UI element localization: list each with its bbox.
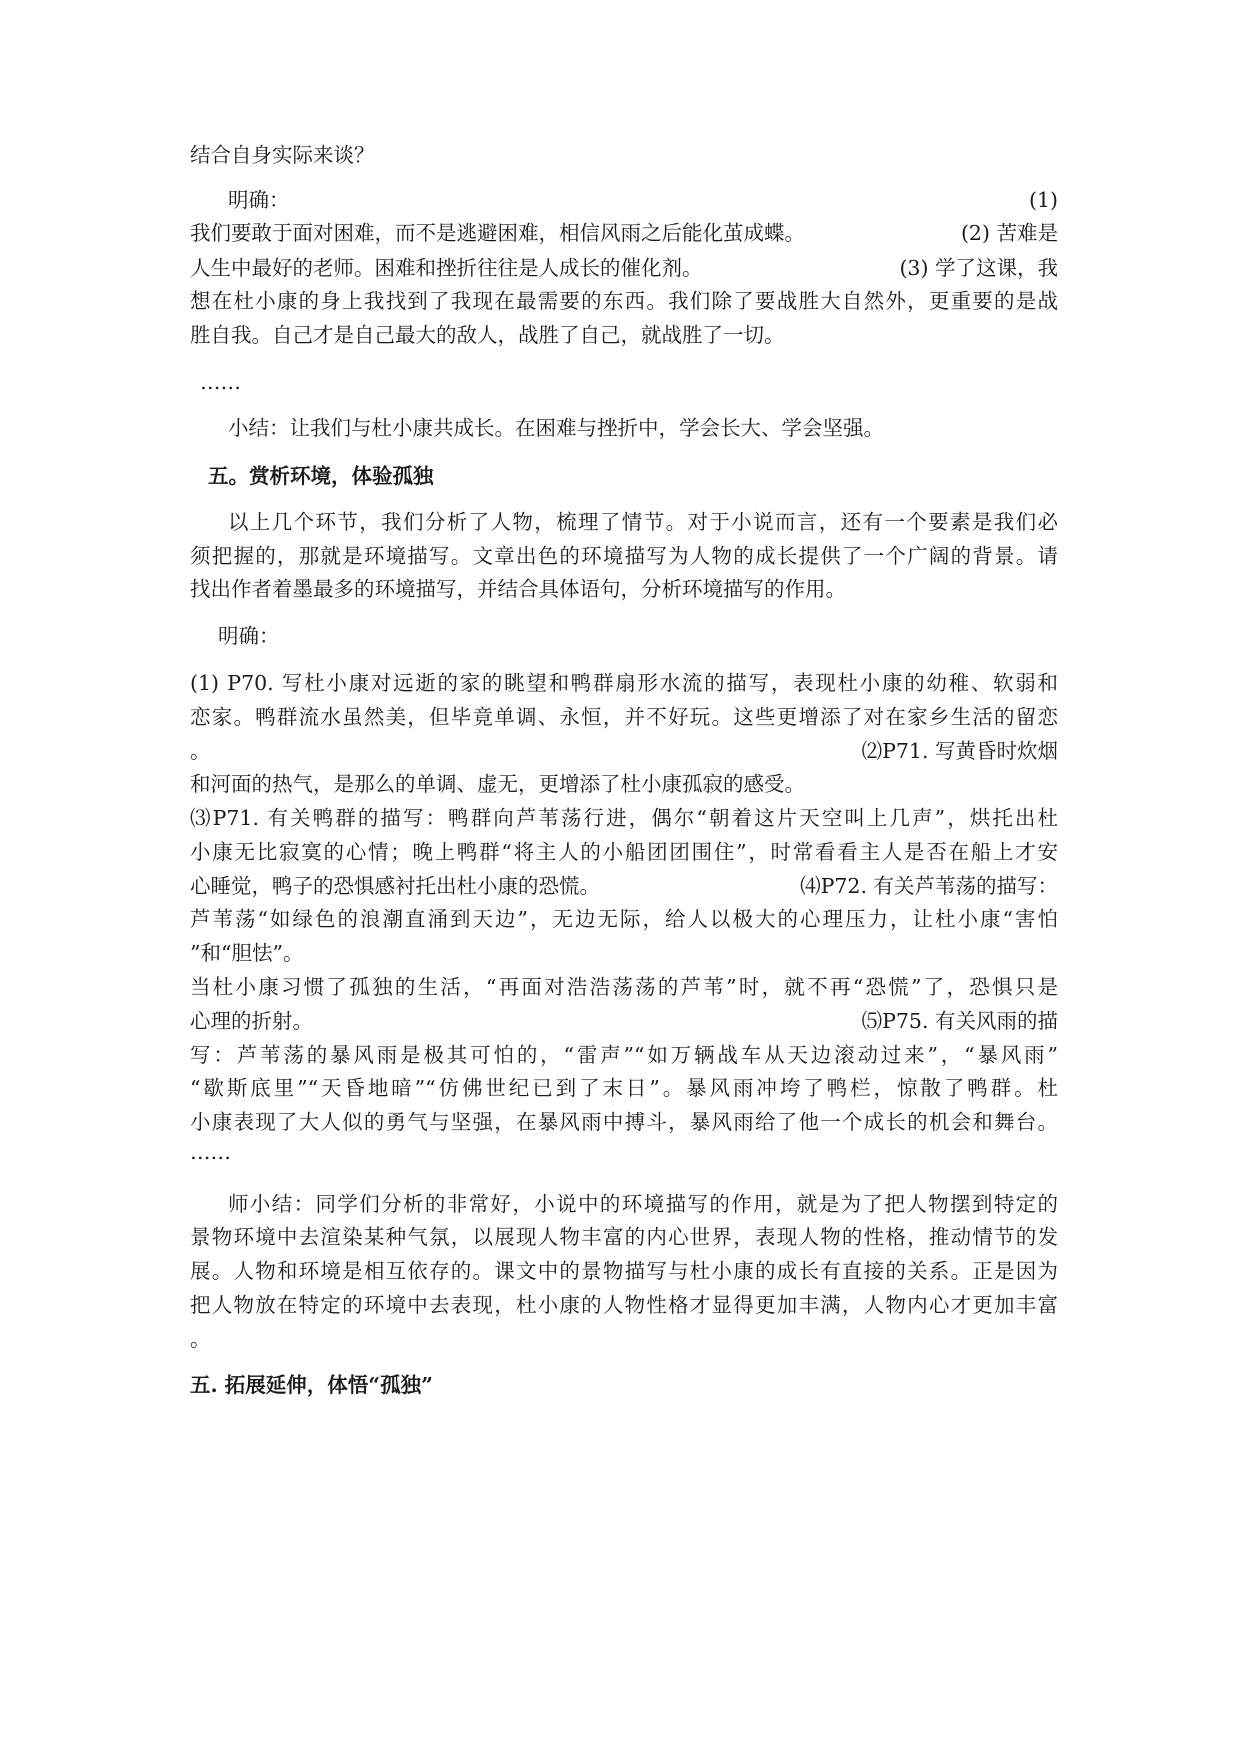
- intro-line: 以上几个环节，我们分析了人物，梳理了情节。对于小说而言，还有一个要素是我们必: [228, 510, 1058, 534]
- analysis-line: 和河面的热气，是那么的单调、虚无，更增添了杜小康孤寂的感受。: [190, 772, 805, 796]
- analysis-period: 。: [190, 739, 211, 763]
- answer-1-line: [190, 258, 1058, 279]
- summary-1: 小结：让我们与杜小康共成长。在困难与挫折中，学会长大、学会坚强。: [228, 416, 884, 440]
- analysis-line: [190, 876, 1058, 897]
- answer-1-point-2-start: (2) 苦难是: [960, 221, 1058, 245]
- answer-1-point-1-marker: (1): [1028, 188, 1058, 212]
- analysis-line: 芦苇荡“如绿色的浪潮直涌到天边”，无边无际，给人以极大的心理压力，让杜小康“害怕: [190, 907, 1058, 931]
- answer-1-point-2: 人生中最好的老师。困难和挫折往往是人成长的催化剂。: [190, 256, 703, 280]
- analysis-line: [190, 741, 1058, 762]
- answer-1-line: [190, 223, 1058, 244]
- analysis-line: 恋家。鸭群流水虽然美，但毕竟单调、永恒，并不好玩。这些更增添了对在家乡生活的留恋: [190, 705, 1058, 729]
- analysis-line: [190, 1011, 1058, 1032]
- teacher-summary-line: 把人物放在特定的环境中去表现，杜小康的人物性格才显得更加丰满，人物内心才更加丰富: [190, 1293, 1058, 1317]
- answer-1-line: 胜自我。自己才是自己最大的敌人，战胜了自己，就战胜了一切。: [190, 323, 785, 347]
- analysis-line: 小康无比寂寞的心情；晚上鸭群“将主人的小船团团围住”，时常看看主人是否在船上才安: [190, 840, 1058, 864]
- analysis-point-2-start: ⑵P71. 写黄昏时炊烟: [861, 739, 1058, 763]
- answer-1-point-3-start: (3) 学了这课，我: [899, 256, 1058, 280]
- teacher-summary-line: 。: [190, 1327, 211, 1351]
- analysis-line: 小康表现了大人似的勇气与坚强，在暴风雨中搏斗，暴风雨给了他一个成长的机会和舞台。: [190, 1110, 1058, 1134]
- analysis-point-4-start: ⑷P72. 有关芦苇荡的描写：: [800, 874, 1058, 898]
- analysis-line: (1) P70. 写杜小康对远逝的家的眺望和鸭群扇形水流的描写，表现杜小康的幼稚、软弱和: [190, 671, 1058, 695]
- section-heading-5: 五。赏析环境，体验孤独: [208, 464, 434, 488]
- teacher-summary-line: 景物环境中去渲染某种气氛，以展现人物丰富的内心世界，表现人物的性格，推动情节的发: [190, 1225, 1058, 1249]
- analysis-line: ⑶P71. 有关鸭群的描写：鸭群向芦苇荡行进，偶尔“朝着这片天空叫上几声”，烘托出杜: [190, 806, 1058, 830]
- answer-1-label: 明确：: [228, 188, 290, 212]
- analysis-point-4-end: 心理的折射。: [190, 1009, 313, 1033]
- analysis-line: 当杜小康习惯了孤独的生活，“再面对浩浩荡荡的芦苇”时，就不再“恐慌”了，恐惧只是: [190, 975, 1058, 999]
- analysis-point-5-start: ⑸P75. 有关风雨的描: [861, 1009, 1058, 1033]
- teacher-summary-line: 师小结：同学们分析的非常好，小说中的环境描写的作用，就是为了把人物摆到特定的: [228, 1192, 1058, 1216]
- analysis-line: ”和“胆怯”。: [190, 941, 304, 965]
- section-heading-6: 五. 拓展延伸，体悟“孤独”: [190, 1373, 433, 1397]
- intro-line: 找出作者着墨最多的环境描写，并结合具体语句，分析环境描写的作用。: [190, 577, 846, 601]
- question-tail: 结合自身实际来谈？: [190, 143, 375, 167]
- analysis-point-3-end: 心睡觉，鸭子的恐惧感衬托出杜小康的恐慌。: [190, 874, 600, 898]
- answer-2-label: 明确：: [218, 624, 280, 648]
- answer-1-line: 想在杜小康的身上我找到了我现在最需要的东西。我们除了要战胜大自然外，更重要的是战: [190, 289, 1058, 313]
- analysis-line: “歇斯底里”“天昏地暗”“仿佛世纪已到了末日”。暴风雨冲垮了鸭栏，惊散了鸭群。杜: [190, 1076, 1058, 1100]
- teacher-summary-line: 展。人物和环境是相互依存的。课文中的景物描写与杜小康的成长有直接的关系。正是因为: [190, 1259, 1058, 1283]
- intro-line: 须把握的，那就是环境描写。文章出色的环境描写为人物的成长提供了一个广阔的背景。请: [190, 544, 1058, 568]
- ellipsis: ……: [200, 370, 241, 394]
- answer-1-point-1: 我们要敢于面对困难，而不是逃避困难，相信风雨之后能化茧成蝶。: [190, 221, 805, 245]
- ellipsis: ……: [190, 1140, 231, 1164]
- analysis-line: 写：芦苇荡的暴风雨是极其可怕的，“雷声”“如万辆战车从天边滚动过来”，“暴风雨”: [190, 1043, 1058, 1067]
